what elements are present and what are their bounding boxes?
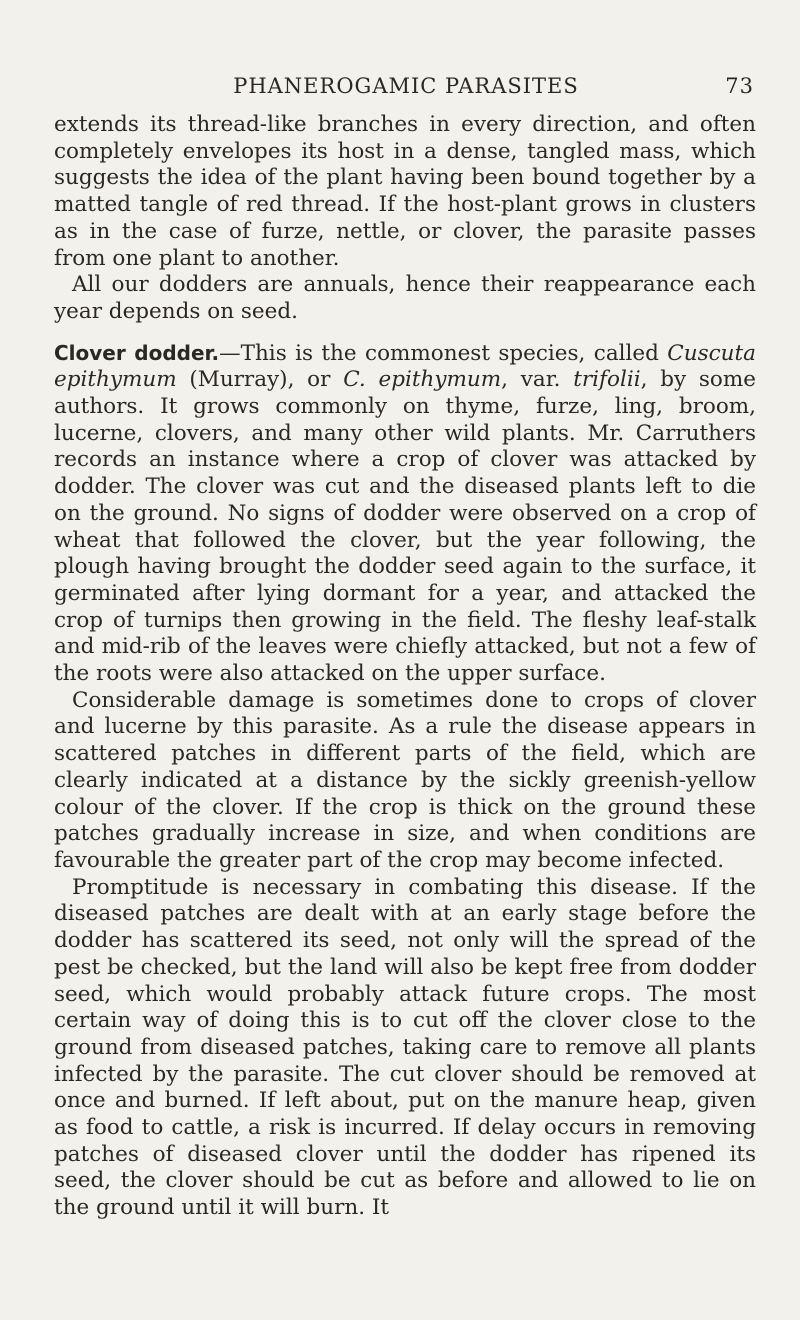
running-head: [54, 74, 758, 102]
body-text: [54, 112, 756, 1222]
variety-name-trifolii: trifolii: [573, 367, 641, 393]
text-segment: , var.: [501, 367, 574, 393]
paragraph-annuals: All our dodders are annuals, hence their reappearance each year depends on seed.: [54, 272, 756, 324]
paragraph-clover-dodder: [54, 340, 756, 688]
text-segment: , by some authors. It grows commonly on thyme, furze, ling, broom, lucerne, clovers, and many other wild plants. Mr. Carruthers records an instance where a crop of clover was attacked by dodder. The clover was cut and the diseased plants left to die on the ground. No signs of dodder were observed on a crop of wheat that followed the clover, but the year following, the plough having brought the dodder seed again to the surface, it germinated after lying dormant for a year, and attacked the crop of turnips then growing in the field. The fleshy leaf-stalk and mid-rib of the leaves were chiefly attacked, but not a few of the roots were also attacked on the upper surface.: [54, 367, 756, 687]
text-segment: (Murray), or: [176, 367, 344, 393]
section-heading-clover-dodder: Clover dodder.: [54, 340, 220, 365]
running-title: PHANEROGAMIC PARASITES: [233, 74, 579, 98]
species-name-cuscuta: Cuscuta epithymum: [54, 340, 756, 393]
paragraph-damage: Considerable damage is sometimes done to crops of clover and lucerne by this parasite. As a rule the disease appears in scattered patches in different parts of the field, which are clearly indicated at a distance by the sickly greenish-yellow colour of the clover. If the crop is thick on the ground these patches gradually increase in size, and when conditions are favourable the greater part of the crop may become infected.: [54, 687, 756, 873]
text-segment: —This is the commonest species, called: [219, 340, 668, 366]
page-number: 73: [725, 74, 754, 98]
species-name-c-epithymum: C. epithymum: [343, 367, 502, 393]
paragraph-promptitude: Promptitude is necessary in combating this disease. If the diseased patches are dealt with at an early stage before the dodder has scattered its seed, not only will the spread of the pest be checked, but the land will also be kept free from dodder seed, which would probably attack future crops. The most certain way of doing this is to cut off the clover close to the ground from diseased patches, taking care to remove all plants infected by the parasite. The cut clover should be removed at once and burned. If left about, put on the manure heap, given as food to cattle, a risk is incurred. If delay occurs in removing patches of diseased clover until the dodder has ripened its seed, the clover should be cut as before and allowed to lie on the ground until it will burn. It: [54, 874, 756, 1221]
paragraph-continuation: extends its thread-like branches in every direction, and often completely envelopes its host in a dense, tangled mass, which suggests the idea of the plant having been bound together by a matted tangle of red thread. If the host-plant grows in clusters as in the case of furze, nettle, or clover, the parasite passes from one plant to another.: [54, 112, 756, 271]
